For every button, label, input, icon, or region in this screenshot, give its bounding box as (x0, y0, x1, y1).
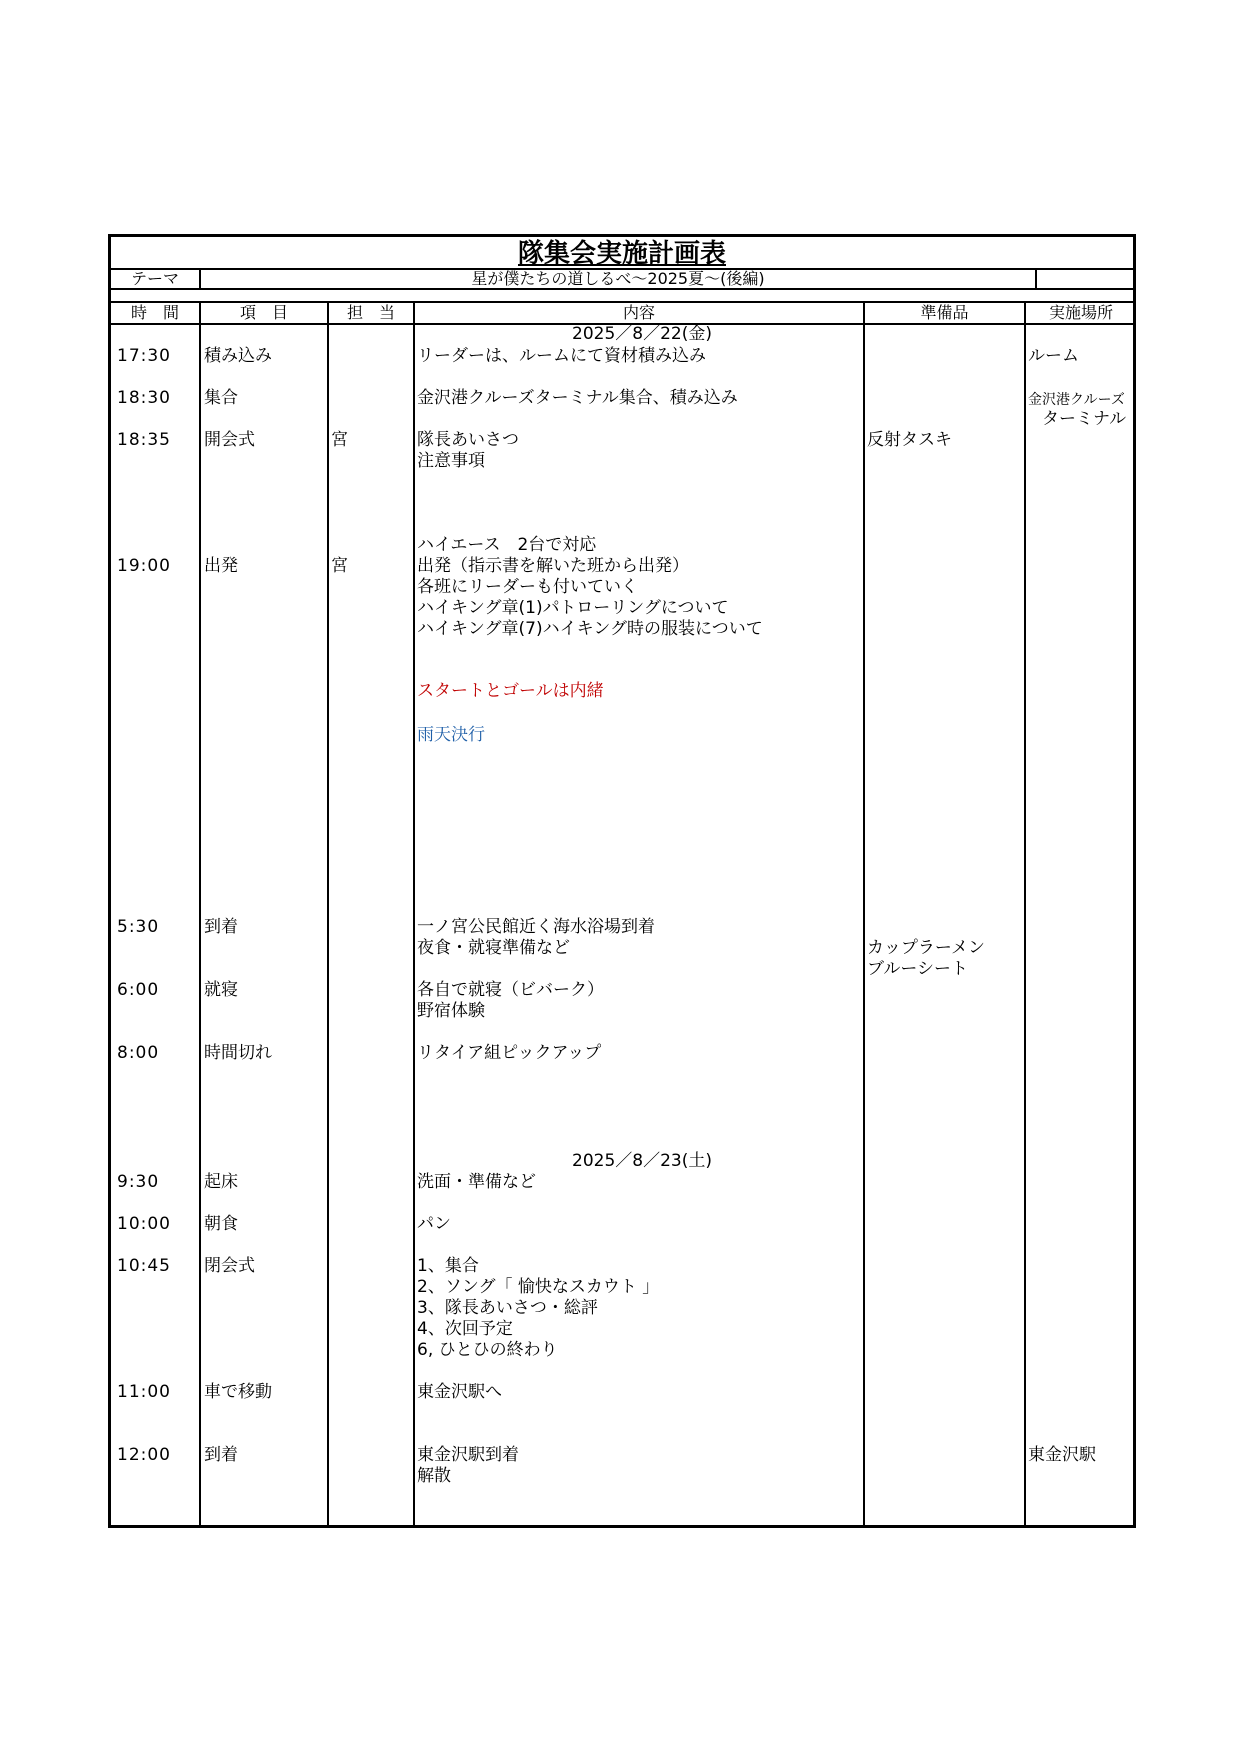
row-place: 東金沢駅 (1028, 1445, 1096, 1465)
row-item: 到着 (204, 1445, 238, 1465)
header-basho: 実施場所 (1048, 303, 1113, 322)
plan-table (108, 234, 1136, 1528)
row-time: 18:30 (117, 388, 171, 408)
row-time: 10:45 (117, 1256, 171, 1276)
row-item: 時間切れ (204, 1043, 272, 1063)
page-title: 隊集会実施計画表 (517, 239, 726, 269)
row-content: 各自で就寝（ビバーク） 野宿体験 (417, 980, 604, 1021)
row-item: 積み込み (204, 346, 272, 366)
rule-col-5 (1024, 301, 1026, 1525)
row-person: 宮 (331, 430, 348, 450)
row-time: 6:00 (117, 980, 160, 1000)
row-content: 出発（指示書を解いた班から出発） 各班にリーダーも付いていく ハイキング章(1)パトローリングについて ハイキング章(7)ハイキング時の服装について (417, 556, 763, 639)
header-naiyo: 内容 (622, 303, 655, 322)
row-item: 出発 (204, 556, 238, 576)
row-content: パン (417, 1214, 451, 1234)
header-tanto: 担 当 (346, 303, 395, 322)
row-time: 10:00 (117, 1214, 171, 1234)
row-content: 東金沢駅へ (417, 1382, 502, 1402)
row-item: 閉会式 (204, 1256, 255, 1276)
row-item: 車で移動 (204, 1382, 272, 1402)
header-time: 時 間 (130, 303, 179, 322)
date-day2: 2025／8／23(土) (572, 1151, 712, 1171)
row-place: ターミナル (1042, 409, 1127, 429)
theme-label: テーマ (130, 269, 179, 288)
row-content: 東金沢駅到着 解散 (417, 1445, 519, 1486)
rule-col-1 (199, 301, 201, 1525)
rule-col-4 (863, 301, 865, 1525)
row-time: 11:00 (117, 1382, 171, 1402)
row-content: ハイエース 2台で対応 (417, 535, 597, 555)
note-secret: スタートとゴールは内緒 (417, 681, 604, 701)
row-place: 金沢港クルーズ (1028, 392, 1125, 408)
row-equipment: 反射タスキ (867, 430, 952, 450)
row-time: 17:30 (117, 346, 171, 366)
rule-theme-right (1035, 268, 1037, 289)
row-content: 一ノ宮公民館近く海水浴場到着 夜食・就寝準備など (417, 917, 655, 958)
date-day1: 2025／8／22(金) (572, 324, 712, 344)
note-rain: 雨天決行 (417, 725, 485, 745)
row-content: 洗面・準備など (417, 1172, 536, 1192)
row-time: 5:30 (117, 917, 160, 937)
row-time: 8:00 (117, 1043, 160, 1063)
row-item: 到着 (204, 917, 238, 937)
rule-col-3 (413, 301, 415, 1525)
header-item: 項 目 (239, 303, 288, 322)
row-time: 19:00 (117, 556, 171, 576)
rule-col-2 (327, 301, 329, 1525)
row-content: 隊長あいさつ 注意事項 (417, 430, 519, 471)
theme-value: 星が僕たちの道しるべ～2025夏～(後編) (471, 269, 765, 288)
row-content: リタイア組ピックアップ (417, 1043, 602, 1063)
row-content: リーダーは、ルームにて資材積み込み (417, 346, 706, 366)
row-item: 開会式 (204, 430, 255, 450)
row-time: 12:00 (117, 1445, 171, 1465)
header-junbi: 準備品 (920, 303, 969, 322)
row-item: 起床 (204, 1172, 238, 1192)
row-time: 9:30 (117, 1172, 160, 1192)
row-item: 集合 (204, 388, 238, 408)
row-item: 就寝 (204, 980, 238, 1000)
row-person: 宮 (331, 556, 348, 576)
row-time: 18:35 (117, 430, 171, 450)
row-equipment: カップラーメン ブルーシート (867, 938, 985, 979)
row-place: ルーム (1028, 346, 1079, 366)
row-content: 金沢港クルーズターミナル集合、積み込み (417, 388, 738, 408)
row-item: 朝食 (204, 1214, 238, 1234)
row-content: 1、集合 2、ソング「 愉快なスカウト 」 3、隊長あいさつ・総評 4、次回予定 6, ひとひの終わり (417, 1256, 660, 1360)
